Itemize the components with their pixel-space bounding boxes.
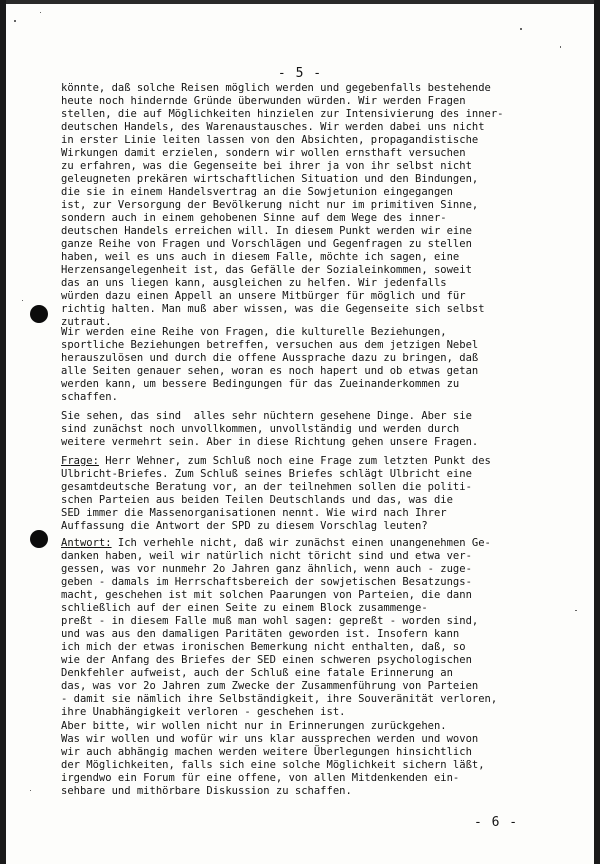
answer-label: Antwort: xyxy=(61,537,112,549)
scan-edge-right xyxy=(594,0,600,864)
scan-edge-top xyxy=(0,0,600,4)
scan-speck xyxy=(14,20,16,22)
paragraph-1: könnte, daß solche Reisen möglich werden und gegebenfalls bestehende heute noch hindernde Gründe überwunden würden. Wir werden Fragen stellen, die auf Möglichkeiten hinzielen zur Intensivierung des inner- deutschen Handels, des Warenaustausches. Wir werden dabei uns nicht in erster Linie leiten lassen von den Absichten, propagandistische Wirkungen damit erzielen, sondern wir wollen ernsthaft versuchen zu erfahren, was die Gegenseite bei ihrer ja von ihr selbst nicht geleugneten prekären wirtschaftlichen Situation und den Bindungen, die sie in einem Handelsvertrag an die Sowjetunion eingegangen ist, zur Versorgung der Bevölkerung nicht nur im primitiven Sinne, sondern auch in einem gehobenen Sinne auf dem Wege des inner- deutschen Handels erreichen will. In diesem Punkt werden wir eine ganze Reihe von Fragen und Vorschlägen und Gegenfragen zu stellen haben, weil es uns auch in diesem Falle, möchte ich sagen, eine Herzensangelegenheit ist, das Gefälle der Sozialeinkommen, soweit das an uns liegen kann, ausgleichen zu helfen. Wir jedenfalls würden dazu einen Appell an unsere Mitbürger für möglich und für richtig halten. Man muß aber wissen, was die Gegenseite sich selbst zutraut. xyxy=(61,82,504,328)
scan-speck xyxy=(22,300,23,301)
scan-speck xyxy=(40,12,41,13)
scan-speck xyxy=(30,790,31,791)
paragraph-5: Aber bitte, wir wollen nicht nur in Erinnerungen zurückgehen. Was wir wollen und wofür wir uns klar aussprechen werden und wovon wir auch abhängig machen werden weitere Überlegungen hinsichtlich der Möglichkeiten, falls sich eine solche Möglichkeit sichern läßt, irgendwo ein Forum für eine offene, von allen Mitdenkenden ein- sehbare und mithörbare Diskussion zu schaffen. xyxy=(61,720,485,797)
scan-speck xyxy=(575,610,577,611)
paragraph-3: Sie sehen, das sind alles sehr nüchtern gesehene Dinge. Aber sie sind zunächst noch unvollkommen, unvollständig und werden durch weitere vermehrt sein. Aber in diese Richtung gehen unsere Fragen. xyxy=(61,410,479,448)
question-text: Herr Wehner, zum Schluß noch eine Frage zum letzten Punkt des Ulbricht-Briefes. Zum Schluß seines Briefes schlägt Ulbricht eine gesamtdeutsche Beratung vor, an der teilnehmen sollen die politi- schen Parteien aus beiden Teilen Deutschlands und das, was die SED immer die Massenorganisationen nennt. Wie wird nach Ihrer Auffassung die Antwort der SPD zu diesem Vorschlag leuten? xyxy=(61,455,491,532)
punch-hole-bottom xyxy=(30,530,48,548)
scan-speck xyxy=(520,28,522,30)
answer-text: Ich verhehle nicht, daß wir zunächst einen unangenehmen Ge- danken haben, weil wir natürlich nicht töricht sind und etwa ver- gessen, was vor nunmehr 2o Jahren ganz ähnlich, wenn auch - zuge- geben - damals im Herrschaftsbereich der sowjetischen Besatzungs- macht, geschehen ist mit solchen Paarungen von Parteien, die dann schließlich auf der einen Seite zu einem Block zusammenge- preßt - in diesem Falle muß man wohl sagen: gepreßt - worden sind, und was aus den damaligen Paritäten geworden ist. Insofern kann ich mich der etwas ironischen Bemerkung nicht enthalten, daß, so wie der Anfang des Briefes der SED einen schweren psychologischen Denkfehler aufweist, auch der Schluß eine fatale Erinnerung an das, was vor 2o Jahren zum Zwecke der Zusammenführung von Parteien - damit sie nämlich ihre Selbständigkeit, ihre Souveränität verloren, ihre Unabhängigkeit verloren - geschehen ist. xyxy=(61,537,498,718)
question-label: Frage: xyxy=(61,455,99,467)
scan-edge-left xyxy=(0,0,6,864)
paragraph-2: Wir werden eine Reihe von Fragen, die kulturelle Beziehungen, sportliche Beziehungen betreffen, versuchen aus dem jetzigen Nebel herauszulösen und durch die offene Aussprache dazu zu bringen, daß alle Seiten genauer sehen, woran es noch hapert und ob etwas getan werden kann, um bessere Bedingungen für das Zueinanderkommen zu schaffen. xyxy=(61,326,479,403)
next-page-number: - 6 - xyxy=(474,815,519,830)
question-block xyxy=(61,455,551,533)
punch-hole-top xyxy=(30,305,48,323)
answer-block xyxy=(61,537,551,719)
page-number: - 5 - xyxy=(277,66,323,81)
scan-speck xyxy=(560,46,561,48)
